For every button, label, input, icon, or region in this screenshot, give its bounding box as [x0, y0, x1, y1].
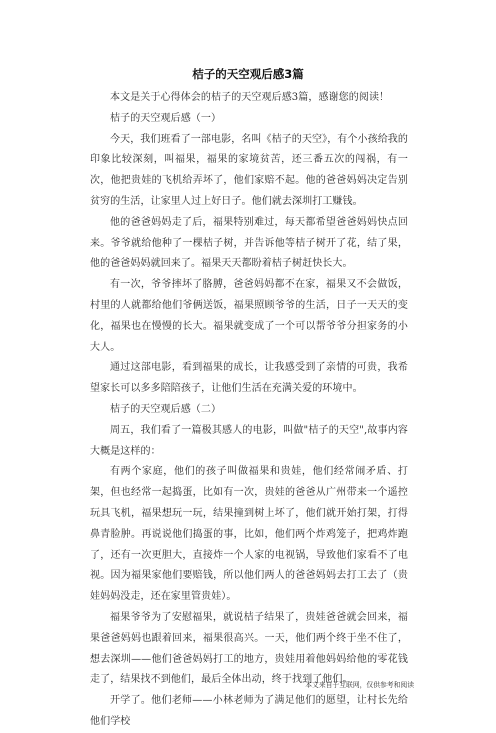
document-body: [90, 88, 408, 733]
paragraph: 福果爷爷为了安慰福果，就说桔子结果了，贵娃爸爸就会回来，福果爸爸妈妈也跟着回来，福果很高兴。一天，他们两个终于坐不住了，想去深圳——他们爸爸妈妈打工的地方，贵娃用着他妈妈给他的零花钱走了，结果找不到他们，最后全体出动，终于找到了他们。: [90, 611, 408, 686]
section-heading-1: 桔子的天空观后感（一）: [110, 112, 222, 124]
document-title: 桔子的天空观后感3篇: [192, 67, 304, 81]
paragraph: 通过这部电影，看到福果的成长，让我感受到了亲情的可贵，我希望家长可以多多陪陪孩子，让他们生活在充满关爱的环境中。: [90, 362, 408, 395]
section-heading-2: 桔子的天空观后感（二）: [110, 403, 222, 415]
paragraph: 有一次，爷爷摔坏了胳膊，爸爸妈妈都不在家，福果又不会做饭，村里的人就都给他们爷俩送饭，福果照顾爷爷的生活，日子一天天的变化，福果也在慢慢的长大。福果就变成了一个可以帮爷爷分担家务的小大人。: [90, 279, 408, 353]
intro-paragraph: 本文是关于心得体会的桔子的天空观后感3篇，感谢您的阅读！: [110, 92, 390, 103]
paragraph: 他的爸爸妈妈走了后，福果特别难过，每天都希望爸爸妈妈快点回来。爷爷就给他种了一棵桔子树，并告诉他等桔子树开了花，结了果，他的爸爸妈妈就回来了。福果天天都盼着桔子树赶快长大。: [90, 216, 408, 270]
paragraph: 有两个家庭，他们的孩子叫做福果和贵娃，他们经常闹矛盾、打架，但也经常一起捣蛋，比如有一次，贵娃的爸爸从广州带来一个遥控玩具飞机，福果想玩一玩，结果撞到树上坏了，他们就开始打架，打得鼻青脸肿。再说说他们捣蛋的事，比如，他们两个炸鸡笼子，把鸡炸跑了，还有一次更胆大，直接炸一个人家的电视锅，导致他们家看不了电视。因为福果家他们要赔钱，所以他们两人的爸爸妈妈去打工去了（贵娃妈妈没走，还在家里管贵娃）。: [90, 466, 408, 603]
paragraph: 今天，我们班看了一部电影，名叫《桔子的天空》，有个小孩给我的印象比较深刻，叫福果，福果的家境贫苦，还三番五次的闯祸，有一次，他把贵娃的飞机给弄坏了，他们家赔不起。他的爸爸妈妈决定告别贫穷的生活，让家里人过上好日子。他们就去深圳打工赚钱。: [90, 133, 408, 207]
paragraph: 开学了。他们老师——小林老师为了满足他们的愿望，让村长先给他们学校: [90, 695, 408, 727]
footer-note: 本文来自于互联网，仅供参考和阅读: [305, 681, 414, 689]
paragraph: 周五，我们看了一篇极其感人的电影，叫做"桔子的天空",故事内容大概是这样的：: [90, 424, 408, 457]
